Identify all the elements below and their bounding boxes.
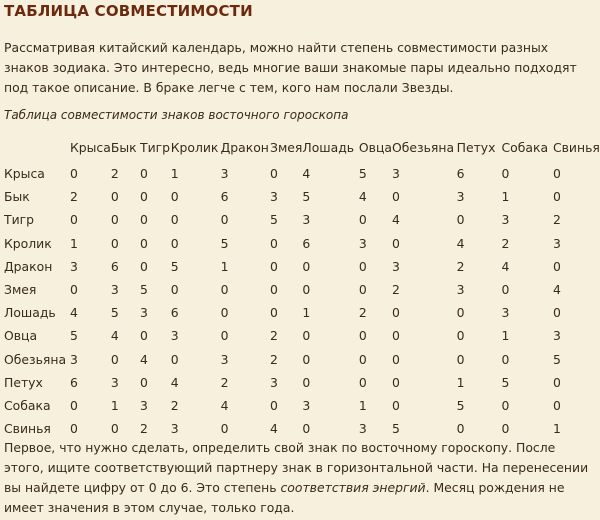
table-cell: 0 (270, 235, 278, 251)
table-corner-cell (4, 132, 70, 162)
table-cell: 0 (302, 258, 311, 274)
table-cell: 5 (391, 421, 400, 437)
table-cell: 5 (220, 235, 229, 251)
table-cell: 6 (456, 166, 465, 182)
row-header: Змея (4, 282, 37, 298)
column-header: Лошадь (302, 139, 355, 155)
table-cell: 1 (220, 258, 229, 274)
table-cell: 4 (501, 258, 510, 274)
table-row (4, 371, 600, 394)
table-cell: 0 (456, 351, 465, 367)
row-header: Обезьяна (4, 351, 67, 367)
table-cell: 1 (456, 374, 465, 390)
table-cell: 0 (170, 235, 179, 251)
table-cell: 0 (391, 305, 400, 321)
table-cell: 6 (220, 189, 229, 205)
table-cell: 0 (456, 328, 465, 344)
table-cell: 3 (501, 212, 510, 228)
column-header: Овца (358, 139, 392, 155)
table-row (4, 417, 600, 440)
table-cell: 4 (270, 421, 278, 437)
table-cell: 4 (110, 328, 119, 344)
table-cell: 3 (69, 258, 78, 274)
table-cell: 3 (456, 282, 465, 298)
table-cell: 0 (302, 282, 311, 298)
table-cell: 3 (456, 189, 465, 205)
table-cell: 3 (302, 397, 311, 413)
table-cell: 0 (391, 397, 400, 413)
table-cell: 2 (220, 374, 229, 390)
table-cell: 4 (170, 374, 179, 390)
outro-text-1: Первое, что нужно сделать, определить свой знак по восточному гороскопу. После этого, ищите соответствующий партнеру знак в горизонтальной части. На перенесении вы найдете цифру от 0 до 6. Это степень (4, 440, 589, 495)
table-cell: 6 (170, 305, 179, 321)
table-cell: 3 (270, 374, 278, 390)
table-cell: 3 (358, 235, 367, 251)
table-cell: 0 (220, 305, 229, 321)
table-cell: 0 (170, 189, 179, 205)
table-cell: 3 (220, 166, 229, 182)
table-cell: 4 (302, 166, 311, 182)
row-header: Дракон (4, 258, 53, 274)
table-cell: 0 (220, 282, 229, 298)
table-cell: 5 (170, 258, 179, 274)
table-cell: 1 (552, 421, 561, 437)
column-header: Обезьяна (391, 139, 455, 155)
column-header: Кролик (170, 139, 219, 155)
table-cell: 6 (69, 374, 78, 390)
table-cell: 0 (552, 189, 561, 205)
table-cell: 0 (552, 166, 561, 182)
table-cell: 0 (302, 374, 311, 390)
table-cell: 1 (110, 397, 119, 413)
table-cell: 0 (69, 397, 78, 413)
table-row (4, 208, 600, 231)
table-cell: 4 (391, 212, 400, 228)
table-cell: 6 (302, 235, 311, 251)
table-cell: 0 (501, 282, 510, 298)
table-cell: 0 (391, 189, 400, 205)
table-cell: 0 (69, 282, 78, 298)
table-cell: 2 (140, 421, 148, 437)
table-cell: 0 (69, 166, 78, 182)
table-cell: 0 (140, 189, 148, 205)
table-cell: 0 (501, 351, 510, 367)
row-header: Овца (4, 328, 38, 344)
table-cell: 0 (140, 374, 148, 390)
table-cell: 0 (552, 305, 561, 321)
table-cell: 0 (110, 421, 119, 437)
table-cell: 0 (501, 421, 510, 437)
table-row (4, 394, 600, 417)
table-cell: 0 (270, 166, 278, 182)
table-cell: 1 (170, 166, 179, 182)
table-row (4, 255, 600, 278)
table-cell: 5 (140, 282, 148, 298)
table-cell: 2 (456, 258, 465, 274)
table-cell: 2 (69, 189, 78, 205)
table-cell: 0 (501, 397, 510, 413)
table-body (4, 162, 600, 440)
table-cell: 0 (456, 305, 465, 321)
table-cell: 3 (170, 328, 179, 344)
row-header: Лошадь (4, 305, 56, 321)
table-row (4, 185, 600, 208)
table-row (4, 301, 600, 324)
table-cell: 0 (302, 421, 311, 437)
table-cell: 0 (170, 351, 179, 367)
table-cell: 0 (358, 258, 367, 274)
table-cell: 3 (69, 351, 78, 367)
column-header: Бык (110, 139, 137, 155)
compatibility-table (4, 132, 600, 440)
table-cell: 0 (270, 282, 278, 298)
table-cell: 0 (391, 374, 400, 390)
row-header: Собака (4, 397, 51, 413)
table-row (4, 232, 600, 255)
column-header: Дракон (220, 139, 269, 155)
table-cell: 0 (391, 235, 400, 251)
column-header: Собака (501, 139, 549, 155)
table-cell: 2 (358, 305, 367, 321)
table-cell: 3 (552, 235, 561, 251)
table-cell: 0 (552, 374, 561, 390)
table-row (4, 324, 600, 347)
table-cell: 0 (110, 189, 119, 205)
table-cell: 0 (140, 258, 148, 274)
table-cell: 3 (391, 258, 400, 274)
column-header: Свинья (552, 139, 600, 155)
table-cell: 3 (110, 282, 119, 298)
table-cell: 4 (69, 305, 78, 321)
table-header-row (4, 132, 600, 162)
table-cell: 3 (270, 189, 278, 205)
table-cell: 2 (391, 282, 400, 298)
table-cell: 3 (110, 374, 119, 390)
table-cell: 0 (110, 212, 119, 228)
table-cell: 4 (358, 189, 367, 205)
table-cell: 3 (302, 212, 311, 228)
table-cell: 3 (358, 421, 367, 437)
table-cell: 6 (110, 258, 119, 274)
table-cell: 5 (501, 374, 510, 390)
table-cell: 4 (140, 351, 148, 367)
column-header: Крыса (69, 139, 111, 155)
table-cell: 0 (270, 397, 278, 413)
table-cell: 3 (140, 397, 148, 413)
table-cell: 0 (270, 305, 278, 321)
table-cell: 1 (501, 328, 510, 344)
table-cell: 1 (501, 189, 510, 205)
table-row (4, 348, 600, 371)
table-cell: 5 (456, 397, 465, 413)
table-cell: 0 (69, 421, 78, 437)
table-cell: 0 (220, 212, 229, 228)
table-cell: 0 (110, 235, 119, 251)
table-row (4, 278, 600, 301)
table-cell: 0 (358, 328, 367, 344)
table-cell: 0 (170, 212, 179, 228)
table-cell: 0 (220, 421, 229, 437)
table-cell: 5 (270, 212, 278, 228)
table-cell: 5 (69, 328, 78, 344)
table-cell: 2 (501, 235, 510, 251)
table-cell: 2 (170, 397, 179, 413)
table-cell: 0 (456, 421, 465, 437)
table-cell: 0 (358, 351, 367, 367)
table-row (4, 162, 600, 185)
table-cell: 4 (552, 282, 561, 298)
table-cell: 0 (270, 258, 278, 274)
table-cell: 0 (391, 328, 400, 344)
table-cell: 3 (220, 351, 229, 367)
table-cell: 0 (358, 282, 367, 298)
table-cell: 0 (140, 235, 148, 251)
table-cell: 2 (552, 212, 561, 228)
table-cell: 4 (456, 235, 465, 251)
table-cell: 0 (391, 351, 400, 367)
outro-emphasis: соответствия энергий (280, 480, 426, 495)
table-cell: 5 (358, 166, 367, 182)
table-cell: 0 (302, 328, 311, 344)
table-cell: 1 (302, 305, 311, 321)
table-cell: 0 (140, 166, 148, 182)
table-cell: 0 (140, 328, 148, 344)
outro-paragraph (4, 438, 596, 518)
row-header: Крыса (4, 166, 45, 182)
table-cell: 0 (501, 166, 510, 182)
table-cell: 3 (170, 421, 179, 437)
table-cell: 5 (302, 189, 311, 205)
table-cell: 0 (220, 328, 229, 344)
row-header: Петух (4, 374, 43, 390)
column-header: Петух (456, 139, 496, 155)
table-cell: 0 (358, 374, 367, 390)
table-cell: 0 (358, 212, 367, 228)
table-cell: 0 (552, 258, 561, 274)
table-cell: 0 (140, 212, 148, 228)
table-cell: 5 (110, 305, 119, 321)
table-cell: 4 (220, 397, 229, 413)
table-cell: 3 (391, 166, 400, 182)
table-cell: 0 (302, 351, 311, 367)
table-cell: 2 (270, 328, 278, 344)
table-cell: 2 (110, 166, 119, 182)
table-cell: 0 (456, 212, 465, 228)
row-header: Бык (4, 189, 30, 205)
page-title: ТАБЛИЦА СОВМЕСТИМОСТИ (4, 2, 253, 20)
column-header: Змея (270, 139, 303, 155)
table-cell: 3 (501, 305, 510, 321)
column-header: Тигр (140, 139, 171, 155)
outro-text-2: . Месяц рождения не имеет значения в этом случае, только года. (4, 480, 565, 515)
row-header: Тигр (4, 212, 34, 228)
table-cell: 0 (170, 282, 179, 298)
table-caption: Таблица совместимости знаков восточного гороскопа (4, 108, 349, 122)
table-cell: 0 (69, 212, 78, 228)
table-cell: 2 (270, 351, 278, 367)
table-cell: 0 (110, 351, 119, 367)
table-cell: 3 (140, 305, 148, 321)
table-cell: 1 (358, 397, 367, 413)
table-cell: 5 (552, 351, 561, 367)
table-cell: 3 (552, 328, 561, 344)
table-cell: 0 (552, 397, 561, 413)
table-cell: 1 (69, 235, 78, 251)
intro-paragraph: Рассматривая китайский календарь, можно найти степень совместимости разных знаков зодиака. Это интересно, ведь многие ваши знакомые пары идеально подходят под такое описание. В браке легче с тем, кого нам послали Звезды. (4, 40, 577, 95)
row-header: Кролик (4, 235, 52, 251)
row-header: Свинья (4, 421, 51, 437)
